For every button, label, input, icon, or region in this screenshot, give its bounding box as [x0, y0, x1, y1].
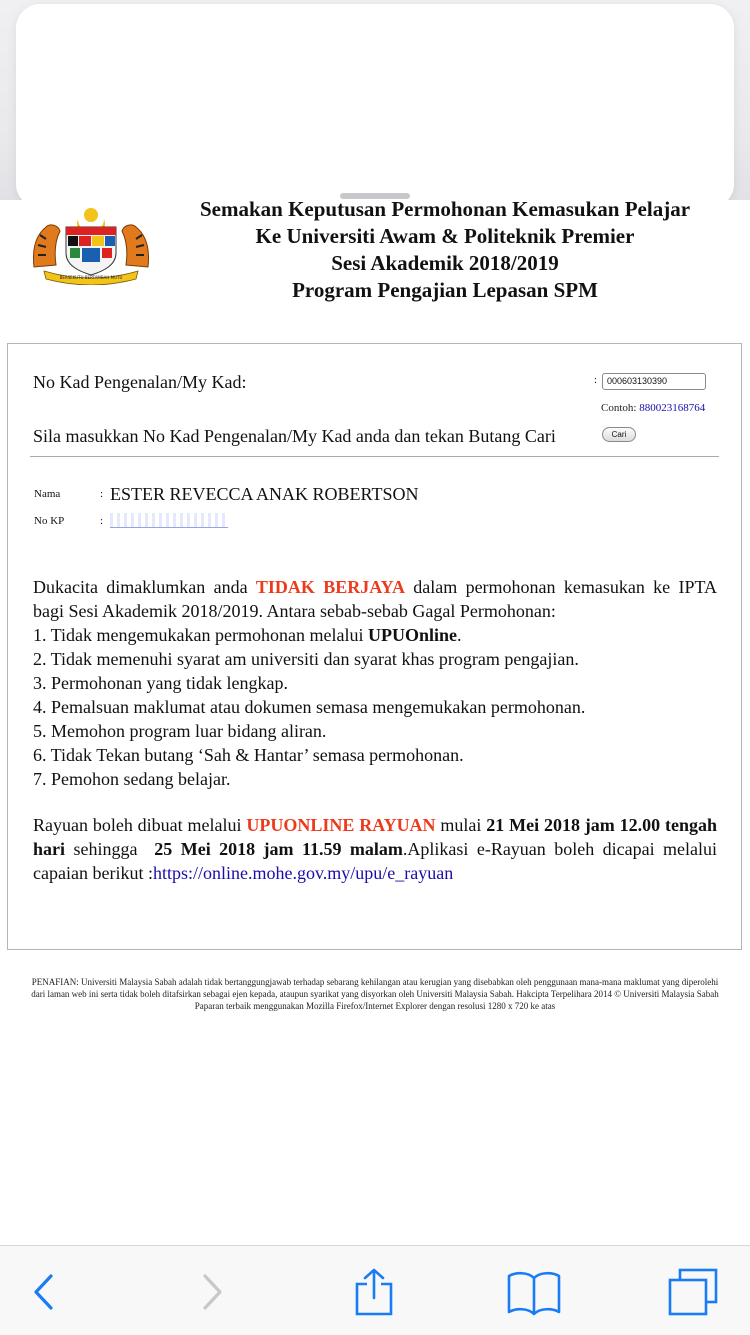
list-item: 1. Tidak mengemukakan permohonan melalui UPUOnline.: [33, 625, 462, 645]
notification-card[interactable]: [16, 4, 734, 200]
example-hint: [601, 402, 705, 414]
title-line-1: Semakan Keputusan Permohonan Kemasukan Pelajar: [199, 197, 691, 221]
kp-value-redacted: [110, 513, 228, 528]
result-message: [33, 575, 717, 885]
intro-text-continued: dalam permohonan kemasukan ke IPTA bagi Sesi Akademik 2018/2019. Antara sebab-sebab Gagal Permohonan:: [33, 577, 718, 621]
list-item: 5. Memohon program luar bidang aliran.: [33, 721, 327, 741]
share-icon[interactable]: [352, 1268, 396, 1316]
list-item: 6. Tidak Tekan butang ‘Sah & Hantar’ semasa permohonan.: [33, 745, 464, 765]
appeal-system: UPUONLINE RAYUAN: [246, 815, 436, 835]
status-paragraph: [33, 575, 717, 623]
intro-text: Dukacita dimaklumkan anda: [33, 577, 248, 597]
example-link[interactable]: 880023168764: [639, 402, 706, 414]
name-value: ESTER REVECCA ANAK ROBERTSON: [110, 484, 419, 504]
title-line-2: Ke Universiti Awam & Politeknik Premier: [255, 224, 635, 248]
appeal-start: 21 Mei 2018 jam 12.00 tengah hari: [33, 815, 718, 859]
name-colon: :: [100, 488, 104, 500]
ic-colon: :: [594, 374, 598, 386]
top-overlay: [0, 0, 750, 200]
example-label: Contoh:: [601, 402, 637, 414]
back-icon[interactable]: [30, 1268, 60, 1316]
upuonline-label: UPUOnline: [367, 625, 457, 645]
page-title: [150, 196, 740, 304]
disclaimer: PENAFIAN: Universiti Malaysia Sabah adalah tidak bertanggungjawab terhadap sebarang kehilangan atau kerugian yang disebabkan oleh penggunaan mana-mana maklumat yang diperolehi dari laman web ini serta tidak boleh ditafsirkan sebagai ejen kepada, ataupun syarikat yang disyorkan oleh Universiti Malaysia Sabah. Hakcipta Terpelihara 2014 © Universiti Malaysia Sabah Paparan terbaik menggunakan Mozilla Firefox/Internet Explorer dengan resolusi 1280 x 720 ke atas: [31, 977, 719, 1011]
ic-label: No Kad Pengenalan/My Kad:: [33, 372, 247, 392]
appeal-link[interactable]: https://online.mohe.gov.my/upu/e_rayuan: [152, 863, 454, 883]
list-item: 7. Pemohon sedang belajar.: [33, 769, 231, 789]
crest-motto: BERSEKUTU BERTAMBAH MUTU: [59, 275, 123, 280]
divider: [30, 456, 719, 457]
search-button[interactable]: Cari: [602, 427, 636, 442]
title-line-4: Program Pengajian Lepasan SPM: [292, 278, 598, 302]
name-label: Nama: [34, 488, 61, 500]
tabs-icon[interactable]: [666, 1268, 720, 1316]
list-item: 3. Permohonan yang tidak lengkap.: [33, 673, 288, 693]
kp-colon: :: [100, 515, 104, 527]
appeal-paragraph: Rayuan boleh dibuat melalui UPUONLINE RAYUAN mulai 21 Mei 2018 jam 12.00 tengah hari sehingga 25 Mei 2018 jam 11.59 malam.Aplikasi e-Rayuan boleh dicapai melalui capaian berikut :https://online.mohe.gov.my/upu/e_rayuan: [33, 815, 718, 883]
reasons-list: [33, 623, 717, 791]
appeal-end: 25 Mei 2018 jam 11.59 malam: [154, 839, 403, 859]
instruction-text: Sila masukkan No Kad Pengenalan/My Kad anda dan tekan Butang Cari: [33, 426, 556, 446]
status-badge: TIDAK BERJAYA: [255, 577, 405, 597]
forward-icon[interactable]: [196, 1268, 226, 1316]
list-item: 2. Tidak memenuhi syarat am universiti dan syarat khas program pengajian.: [33, 649, 579, 669]
kp-label: No KP: [34, 515, 65, 527]
bookmarks-icon[interactable]: [506, 1268, 562, 1316]
list-item: 4. Pemalsuan maklumat atau dokumen semasa mengemukakan permohonan.: [33, 697, 586, 717]
browser-toolbar: [0, 1245, 750, 1335]
coat-of-arms-icon: [30, 205, 152, 285]
title-line-3: Sesi Akademik 2018/2019: [331, 251, 559, 275]
ic-input[interactable]: 000603130390: [602, 373, 706, 390]
